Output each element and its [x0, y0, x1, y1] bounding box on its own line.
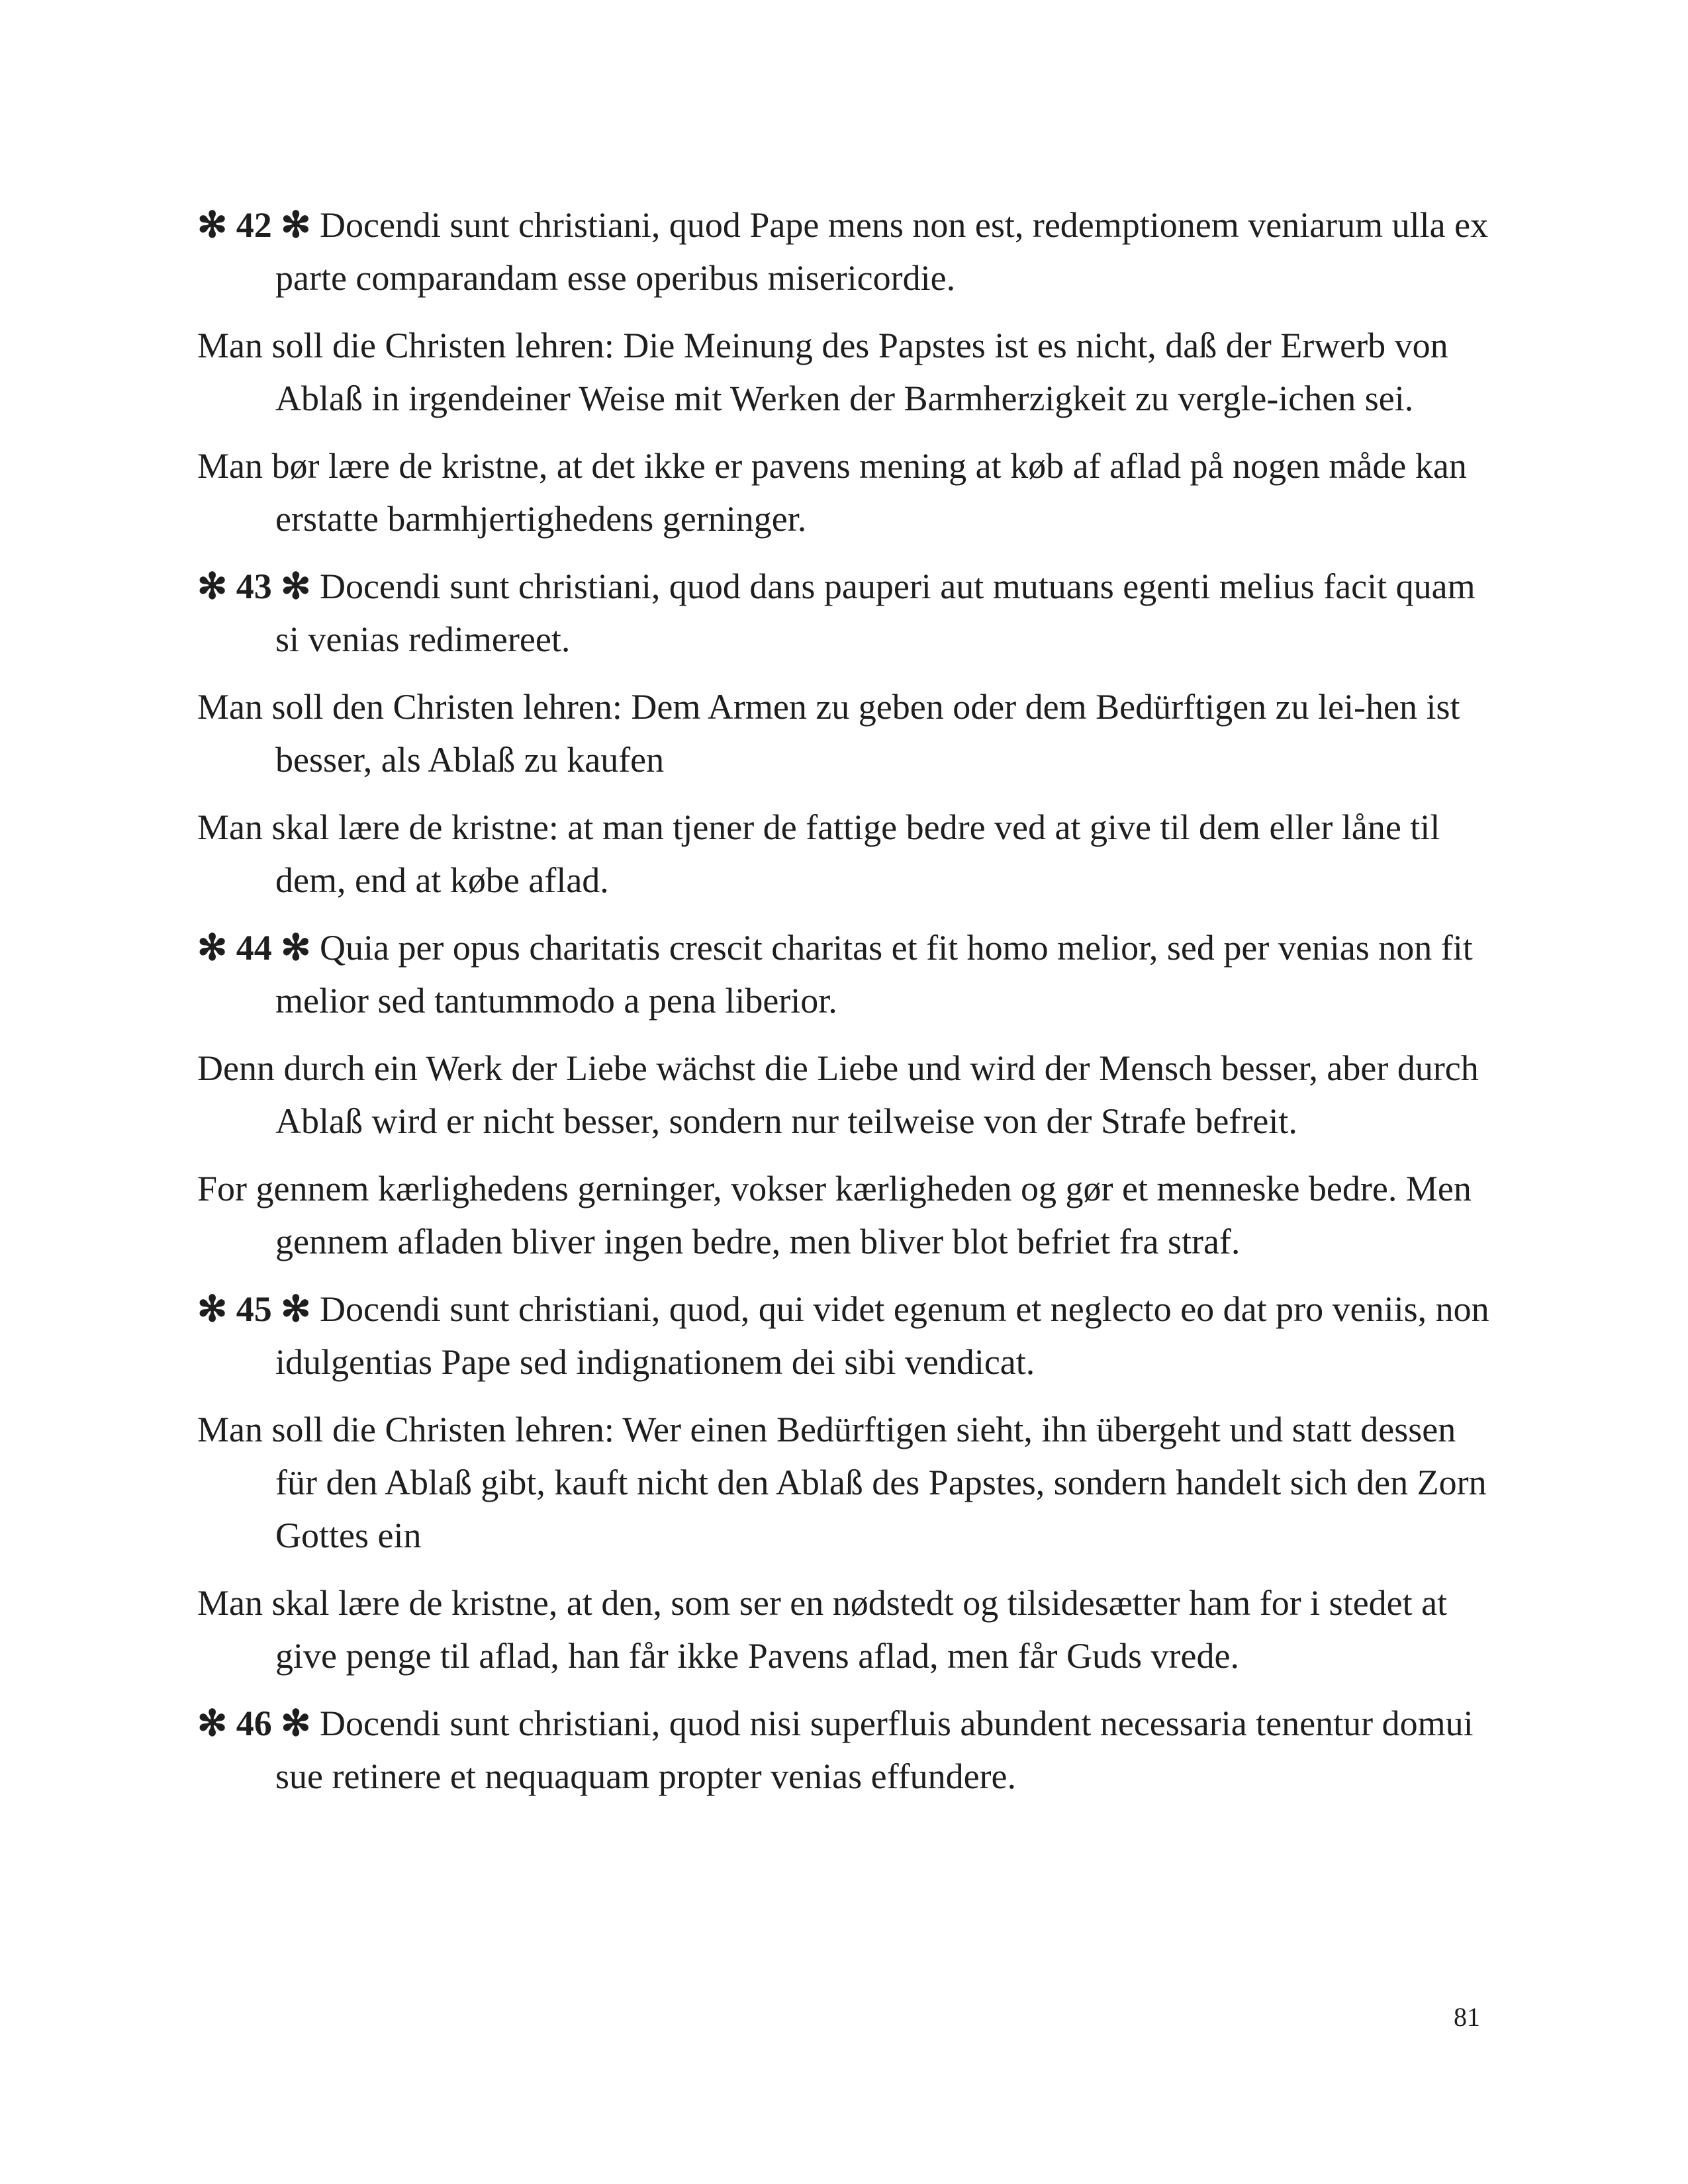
thesis-number: 44: [236, 928, 272, 968]
latin-text: Quia per opus charitatis crescit charitas et fit homo melior, sed per venias non fit melior sed tantummodo a pena liberior.: [275, 928, 1473, 1021]
thesis-44-german: Denn durch ein Werk der Liebe wächst die Liebe und wird der Mensch besser, aber durch Ablaß wird er nicht besser, sondern nur teilweise von der Strafe befreit.: [197, 1048, 1479, 1141]
asterisk-ornament-icon: ✻: [197, 567, 228, 606]
thesis-46-marker: [197, 1704, 311, 1743]
latin-text: Docendi sunt christiani, quod Pape mens non est, redemptionem veniarum ulla ex parte comparandam esse operibus misericordie.: [275, 205, 1489, 298]
thesis-number: 46: [236, 1704, 272, 1743]
asterisk-ornament-icon: ✻: [197, 928, 228, 968]
thesis-43-latin: [197, 560, 1495, 666]
thesis-43-marker: [197, 567, 311, 606]
latin-text: Docendi sunt christiani, quod, qui videt egenum et neglecto eo dat pro veniis, non idulgentias Pape sed indignationem dei sibi vendicat.: [275, 1289, 1489, 1382]
thesis-number: 43: [236, 567, 272, 606]
thesis-42-latin: [197, 199, 1495, 304]
thesis-44-marker: [197, 928, 311, 968]
thesis-45-latin: [197, 1283, 1495, 1388]
thesis-number: 42: [236, 205, 272, 245]
latin-text: Docendi sunt christiani, quod nisi superfluis abundent necessaria tenentur domui sue retinere et nequaquam propter venias effundere.: [275, 1704, 1474, 1796]
document-page: [197, 199, 1495, 1985]
asterisk-ornament-icon: ✻: [197, 1289, 228, 1329]
thesis-45-danish: Man skal lære de kristne, at den, som ser en nødstedt og tilsidesætter ham for i stedet at give penge til aflad, han får ikke Pavens aflad, men får Guds vrede.: [197, 1583, 1448, 1676]
thesis-44-danish: For gennem kærlighedens gerninger, vokser kærligheden og gør et menneske bedre. Men gennem afladen bliver ingen bedre, men bliver blot befriet fra straf.: [197, 1169, 1472, 1261]
thesis-number: 45: [236, 1289, 272, 1329]
thesis-43-german: Man soll den Christen lehren: Dem Armen zu geben oder dem Bedürftigen zu lei-hen ist besser, als Ablaß zu kaufen: [197, 687, 1460, 780]
thesis-42-marker: [197, 205, 311, 245]
asterisk-ornament-icon: ✻: [281, 205, 311, 245]
latin-text: Docendi sunt christiani, quod dans pauperi aut mutuans egenti melius facit quam si venias redimereet.: [275, 567, 1476, 659]
asterisk-ornament-icon: ✻: [281, 1704, 311, 1743]
asterisk-ornament-icon: ✻: [281, 1289, 311, 1329]
asterisk-ornament-icon: ✻: [281, 567, 311, 606]
asterisk-ornament-icon: ✻: [197, 205, 228, 245]
thesis-44-latin: [197, 921, 1495, 1027]
thesis-45-german: Man soll die Christen lehren: Wer einen Bedürftigen sieht, ihn übergeht und statt dessen für den Ablaß gibt, kauft nicht den Ablaß des Papstes, sondern handelt sich den Zorn Gottes ein: [197, 1410, 1487, 1555]
asterisk-ornament-icon: ✻: [197, 1704, 228, 1743]
asterisk-ornament-icon: ✻: [281, 928, 311, 968]
thesis-45-marker: [197, 1289, 311, 1329]
thesis-43-danish: Man skal lære de kristne: at man tjener de fattige bedre ved at give til dem eller låne til dem, end at købe aflad.: [197, 807, 1440, 900]
thesis-42-danish: Man bør lære de kristne, at det ikke er pavens mening at køb af aflad på nogen måde kan erstatte barmhjertighedens gerninger.: [197, 446, 1467, 539]
thesis-46-latin: [197, 1697, 1495, 1803]
thesis-42-german: Man soll die Christen lehren: Die Meinung des Papstes ist es nicht, daß der Erwerb von Ablaß in irgendeiner Weise mit Werken der Barmherzigkeit zu vergle-ichen sei.: [197, 326, 1448, 418]
page-number: 81: [1454, 2002, 1480, 2032]
